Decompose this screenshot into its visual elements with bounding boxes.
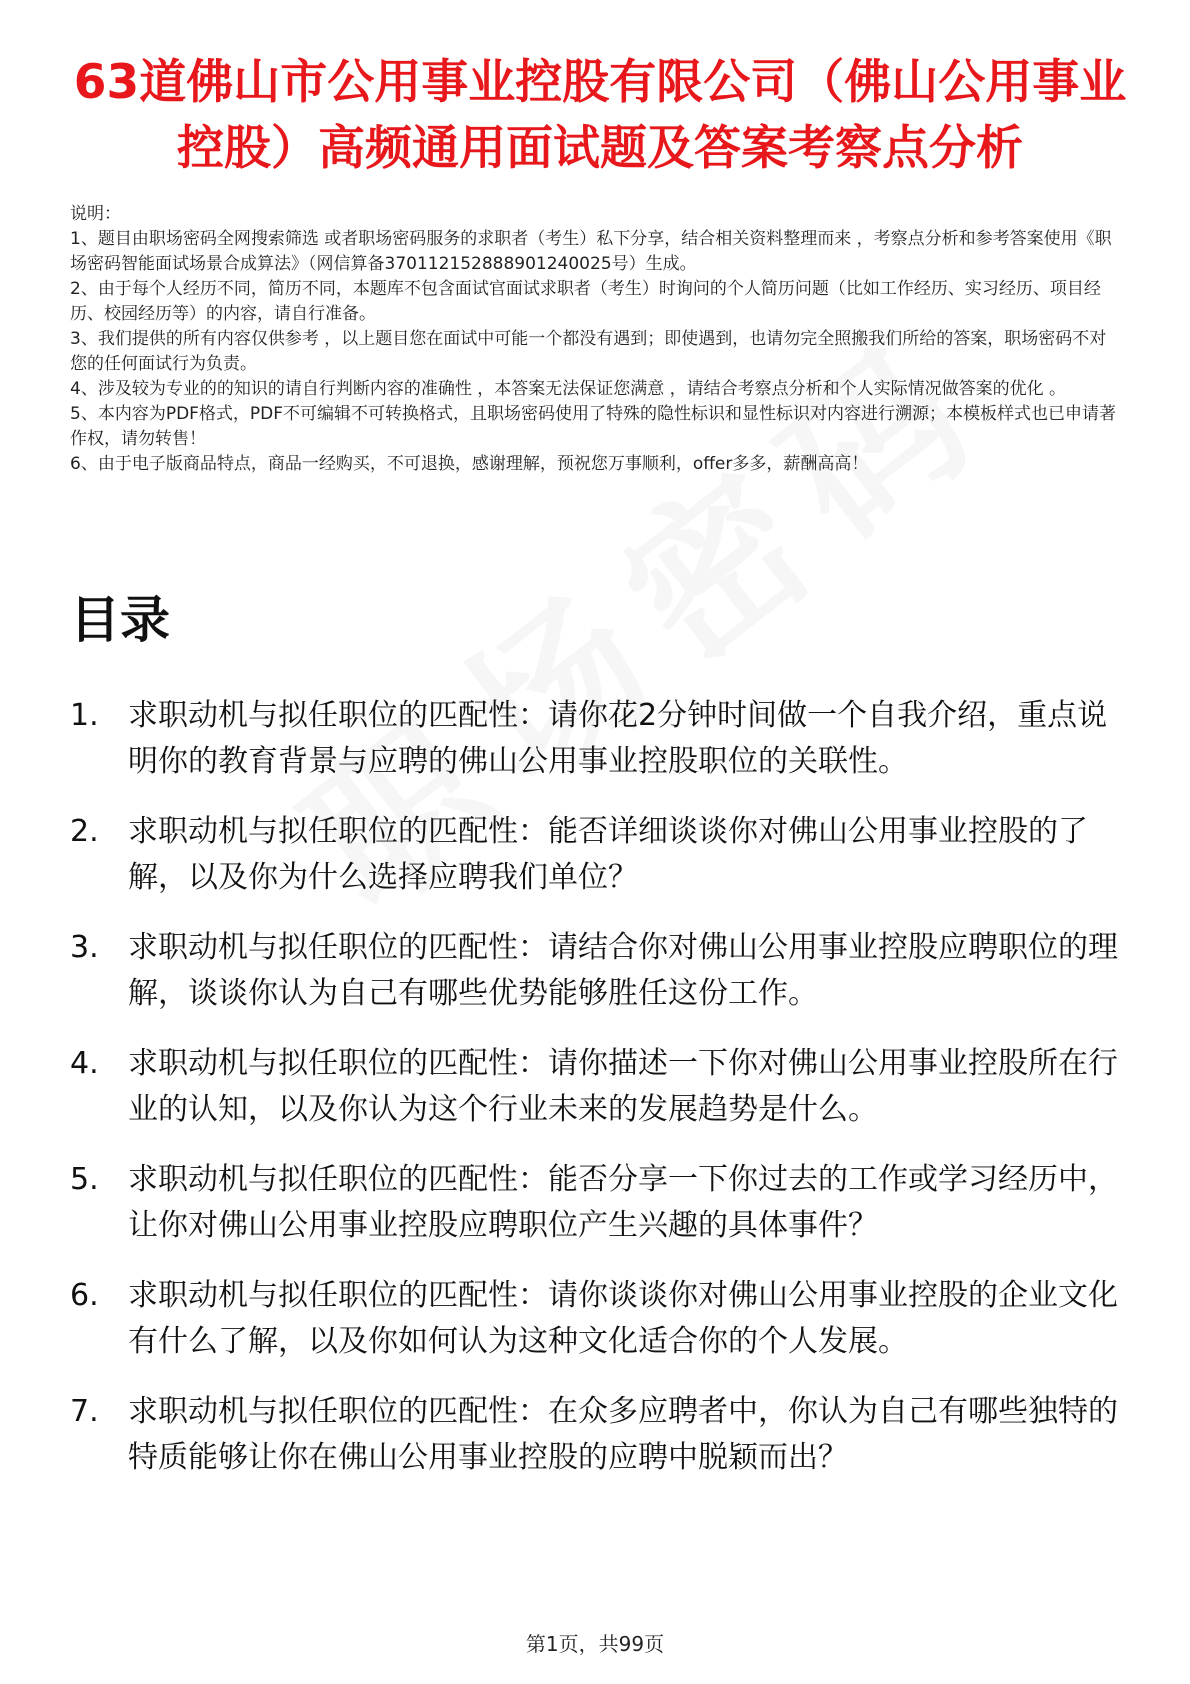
notes-section xyxy=(70,202,1120,477)
toc-item-number: 7. xyxy=(70,1394,99,1429)
toc-item[interactable] xyxy=(70,693,1130,785)
note-item: 5、本内容为PDF格式，PDF不可编辑不可转换格式，且职场密码使用了特殊的隐性标识和显性标识对内容进行溯源；本模板样式也已申请著作权，请勿转售！ xyxy=(70,404,1117,449)
toc-item-number: 3. xyxy=(70,930,99,965)
toc-item-number: 5. xyxy=(70,1162,99,1197)
note-item: 6、由于电子版商品特点，商品一经购买，不可退换，感谢理解，预祝您万事顺利，offer多多，薪酬高高！ xyxy=(70,454,869,474)
toc-item[interactable] xyxy=(70,1273,1130,1365)
toc-item-text: 求职动机与拟任职位的匹配性：请你谈谈你对佛山公用事业控股的企业文化有什么了解，以及你如何认为这种文化适合你的个人发展。 xyxy=(128,1278,1118,1359)
notes-heading: 说明： xyxy=(70,204,121,224)
toc-item[interactable] xyxy=(70,1389,1130,1481)
toc-item[interactable] xyxy=(70,1041,1130,1133)
toc-item-number: 1. xyxy=(70,698,99,733)
toc-item-number: 2. xyxy=(70,814,99,849)
document-title: 63道佛山市公用事业控股有限公司（佛山公用事业控股）高频通用面试题及答案考察点分析 xyxy=(73,55,1127,176)
toc-list xyxy=(70,693,1130,1505)
note-item: 3、我们提供的所有内容仅供参考 ，以上题目您在面试中可能一个都没有遇到；即使遇到，也请勿完全照搬我们所给的答案，职场密码不对您的任何面试行为负责。 xyxy=(70,329,1107,374)
note-item: 1、题目由职场密码全网搜索筛选 或者职场密码服务的求职者（考生）私下分享，结合相关资料整理而来 ，考察点分析和参考答案使用《职场密码智能面试场景合成算法》（网信算备370112152888901240025号）生成。 xyxy=(70,229,1112,274)
toc-heading: 目录 xyxy=(70,591,170,649)
toc-item-text: 求职动机与拟任职位的匹配性：在众多应聘者中，你认为自己有哪些独特的特质能够让你在佛山公用事业控股的应聘中脱颖而出？ xyxy=(128,1394,1118,1475)
page-footer: 第1页，共99页 xyxy=(525,1632,665,1656)
toc-item-text: 求职动机与拟任职位的匹配性：请结合你对佛山公用事业控股应聘职位的理解，谈谈你认为自己有哪些优势能够胜任这份工作。 xyxy=(128,930,1118,1011)
toc-item[interactable] xyxy=(70,809,1130,901)
toc-item-text: 求职动机与拟任职位的匹配性：请你描述一下你对佛山公用事业控股所在行业的认知，以及你认为这个行业未来的发展趋势是什么。 xyxy=(128,1046,1118,1127)
toc-item[interactable] xyxy=(70,925,1130,1017)
note-item: 2、由于每个人经历不同，简历不同，本题库不包含面试官面试求职者（考生）时询问的个人简历问题（比如工作经历、实习经历、项目经历、校园经历等）的内容，请自行准备。 xyxy=(70,279,1101,324)
note-item: 4、涉及较为专业的的知识的请自行判断内容的准确性 ，本答案无法保证您满意 ，请结合考察点分析和个人实际情况做答案的优化 。 xyxy=(70,379,1067,399)
toc-item-number: 4. xyxy=(70,1046,99,1081)
toc-item-text: 求职动机与拟任职位的匹配性：能否分享一下你过去的工作或学习经历中，让你对佛山公用事业控股应聘职位产生兴趣的具体事件？ xyxy=(128,1162,1118,1243)
toc-item-text: 求职动机与拟任职位的匹配性：请你花2分钟时间做一个自我介绍，重点说明你的教育背景与应聘的佛山公用事业控股职位的关联性。 xyxy=(128,698,1108,779)
toc-item[interactable] xyxy=(70,1157,1130,1249)
toc-item-number: 6. xyxy=(70,1278,99,1313)
toc-item-text: 求职动机与拟任职位的匹配性：能否详细谈谈你对佛山公用事业控股的了解，以及你为什么选择应聘我们单位？ xyxy=(128,814,1088,895)
